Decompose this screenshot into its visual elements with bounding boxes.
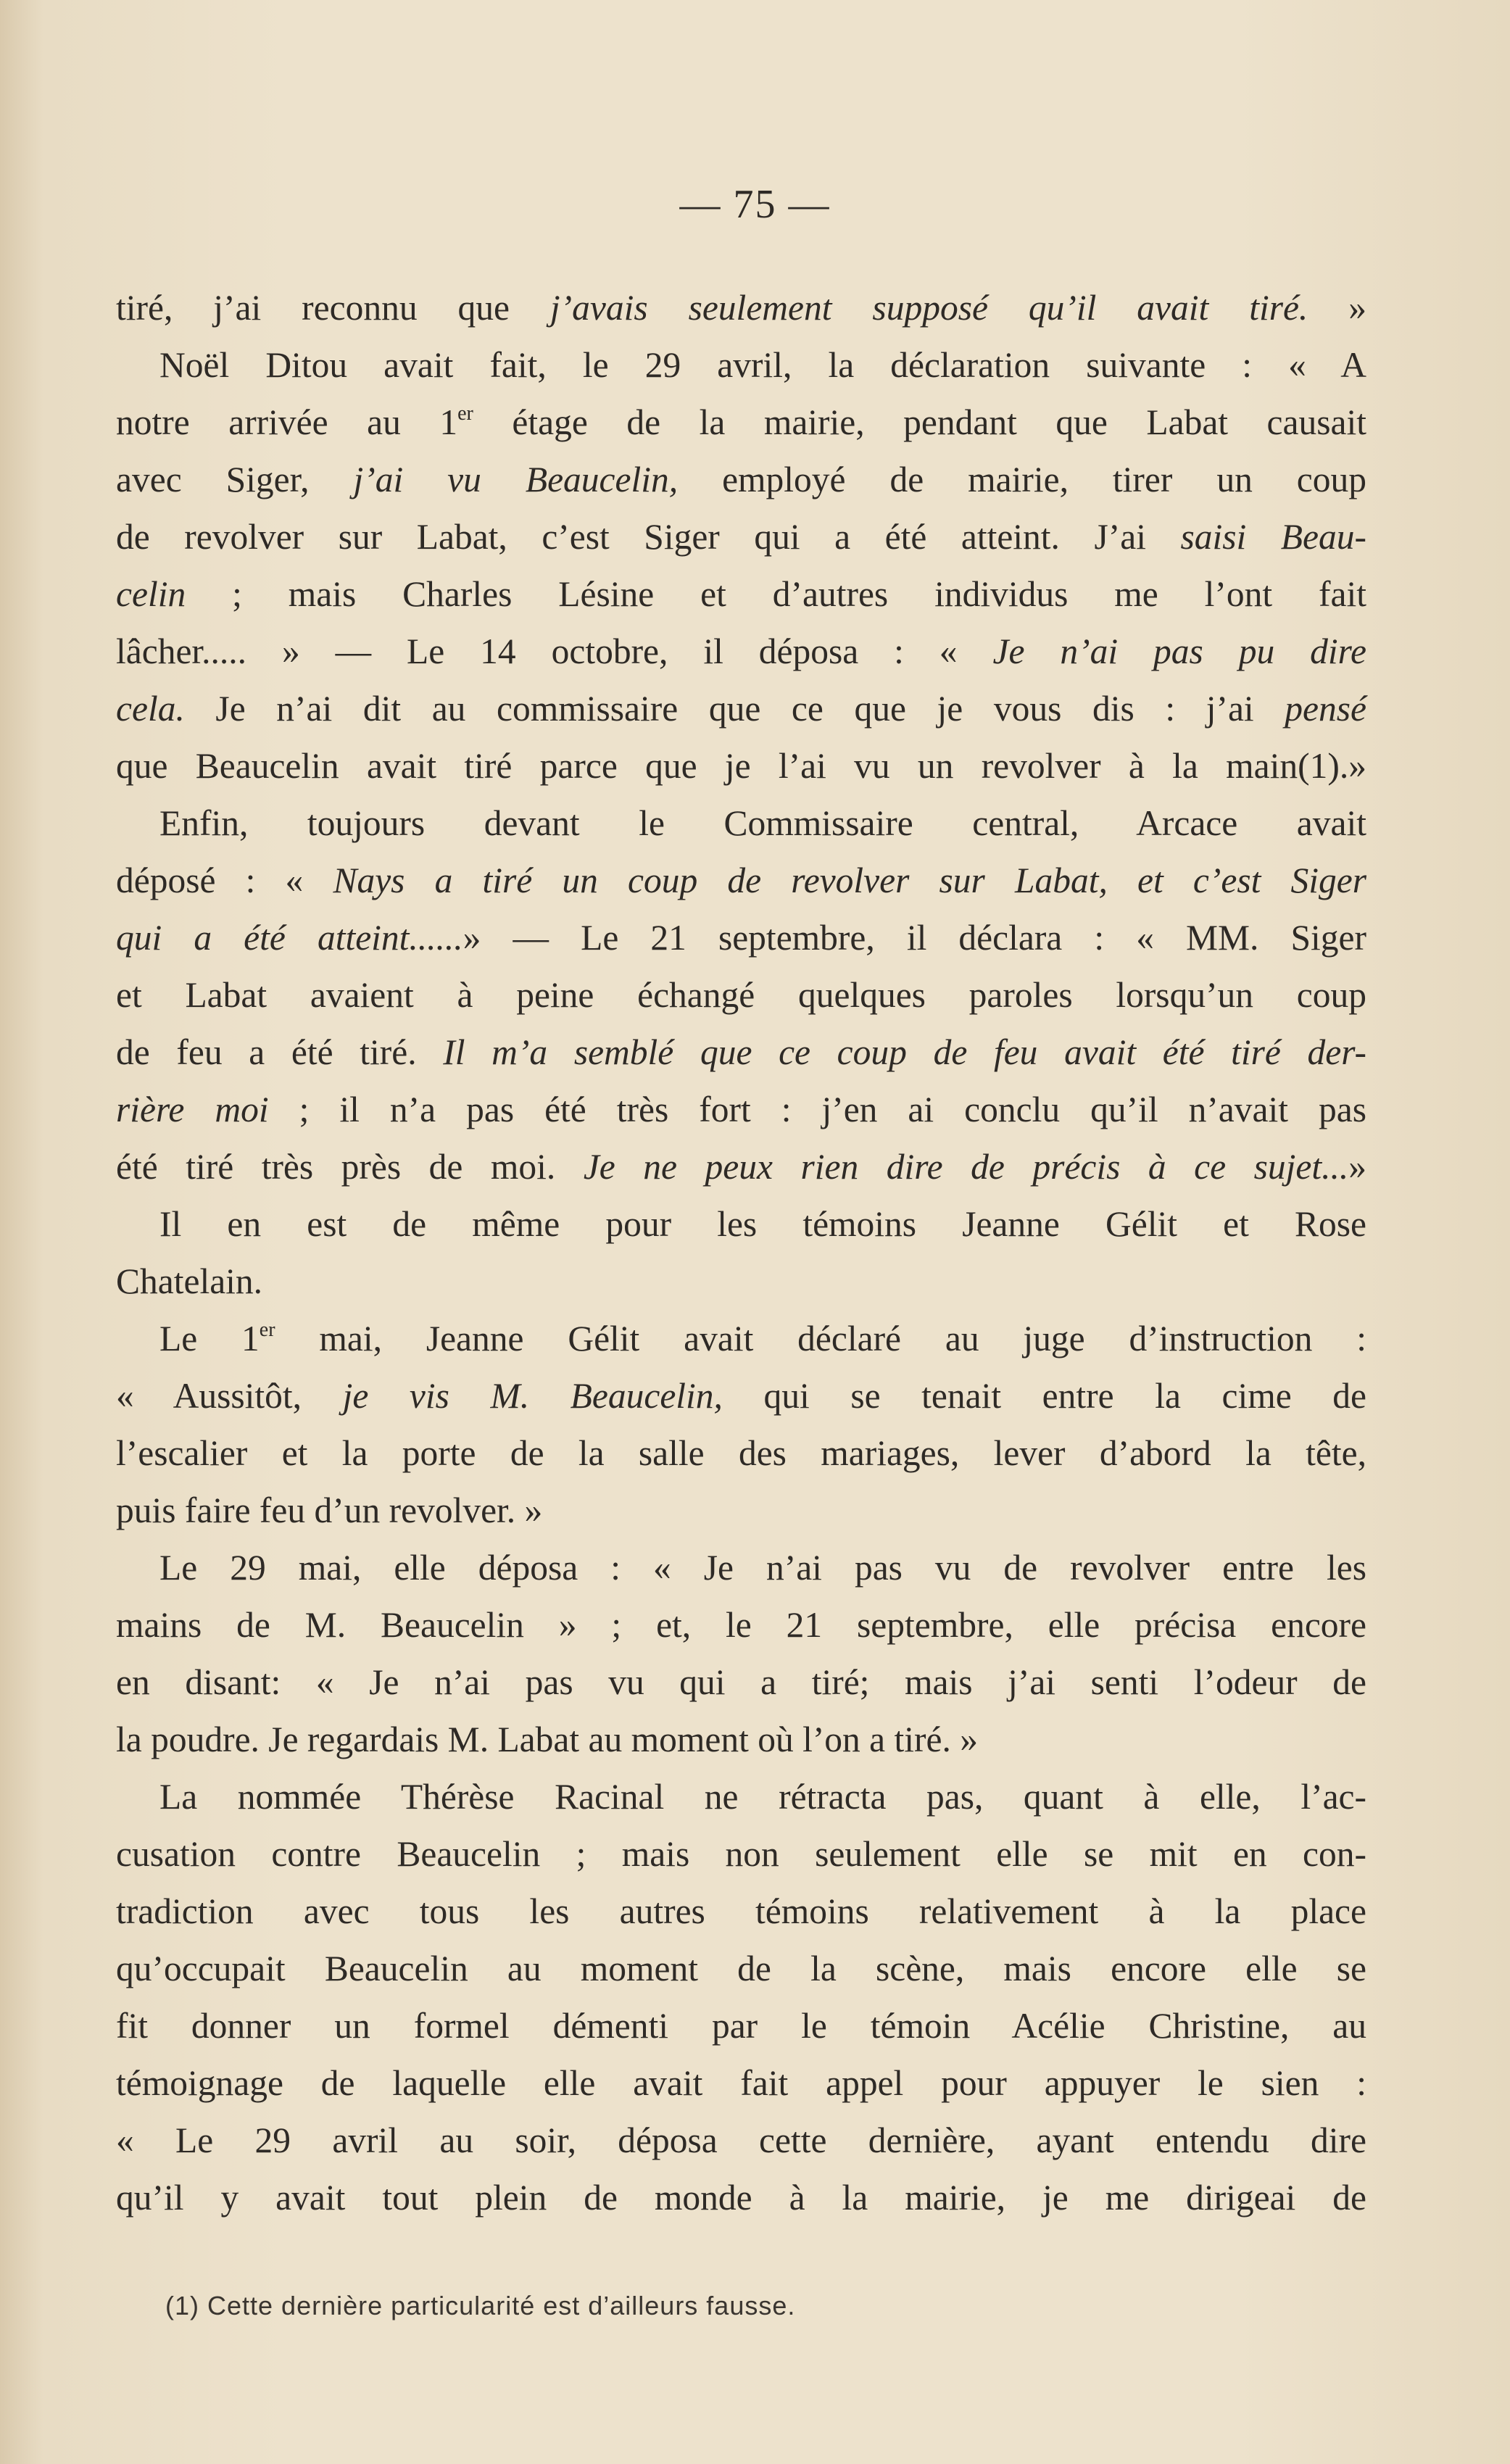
text-line [116,1482,1366,1539]
text-run: » — Le 21 septembre, il déclara : « MM. Siger [462,918,1366,958]
text-line [116,394,1366,451]
text-run: et Labat avaient à peine échangé quelques paroles lorsqu’un coup [116,975,1366,1015]
superscript: er [259,1319,275,1341]
text-line [116,279,1366,336]
text-run: employé de mairie, tirer un coup [678,460,1367,499]
italic-text: cela. [116,689,185,729]
text-run: en disant: « Je n’ai pas vu qui a tiré; mais j’ai senti l’odeur de [116,1662,1366,1702]
text-run: » [1308,288,1366,328]
page-number: — 75 — [679,182,831,227]
text-run: tiré, j’ai reconnu que [116,288,550,328]
italic-text: pensé [1285,689,1366,729]
body-text [116,279,1366,2226]
text-run: Le 1 [159,1319,260,1358]
italic-text: Je n’ai pas pu dire [992,631,1367,671]
text-line [116,451,1366,508]
italic-text: Il m’a semblé que ce coup de feu avait été tiré der- [443,1032,1366,1072]
text-line [116,1711,1366,1768]
text-run: Il en est de même pour les témoins Jeanne Gélit et Rose [159,1204,1366,1244]
text-run: « Aussitôt, [116,1376,343,1416]
text-line [116,966,1366,1024]
text-run: avec Siger, [116,460,354,499]
text-line [116,737,1366,795]
text-run: l’escalier et la porte de la salle des mariages, lever d’abord la tête, [116,1433,1366,1473]
italic-text: qui a été atteint...... [116,918,463,958]
text-line [116,1596,1366,1654]
text-line [116,565,1366,623]
text-run: Je n’ai dit au commissaire que ce que je vous dis : j’ai [184,689,1285,729]
text-line [116,623,1366,680]
text-run: notre arrivée au 1 [116,402,458,442]
text-line [116,1081,1366,1138]
text-line [116,1195,1366,1253]
text-line [116,1367,1366,1424]
text-line [116,1825,1366,1883]
text-run: Noël Ditou avait fait, le 29 avril, la déclaration suivante : « A [159,345,1366,385]
italic-text: Nays a tiré un coup de revolver sur Labat, et c’est Siger [333,860,1366,900]
text-run: qui se tenait entre la cime de [722,1376,1366,1416]
text-line [116,1539,1366,1596]
text-line [116,1253,1366,1310]
footnote: (1) Cette dernière particularité est d’ailleurs fausse. [165,2291,796,2320]
text-run: ; mais Charles Lésine et d’autres individus me l’ont fait [186,574,1366,614]
text-line [116,2054,1366,2112]
text-run: Enfin, toujours devant le Commissaire central, Arcace avait [159,803,1366,843]
text-run: mai, Jeanne Gélit avait déclaré au juge d’instruction : [275,1319,1366,1358]
text-run: fit donner un formel démenti par le témoin Acélie Christine, au [116,2006,1366,2046]
text-run: de feu a été tiré. [116,1032,444,1072]
text-run: témoignage de laquelle elle avait fait appel pour appuyer le sien : [116,2063,1366,2103]
text-line [116,1138,1366,1195]
text-run: ; il n’a pas été très fort : j’en ai conclu qu’il n’avait pas [268,1090,1366,1129]
text-line [116,909,1366,966]
italic-text: rière moi [116,1090,269,1129]
text-line [116,1997,1366,2054]
text-line [116,795,1366,852]
text-run: de revolver sur Labat, c’est Siger qui a été atteint. J’ai [116,517,1181,557]
italic-text: je vis M. Beaucelin, [342,1376,723,1416]
text-run: qu’occupait Beaucelin au moment de la scène, mais encore elle se [116,1949,1366,1988]
text-line [116,1883,1366,1940]
text-run: « Le 29 avril au soir, déposa cette dernière, ayant entendu dire [116,2120,1366,2160]
italic-text: saisi Beau- [1180,517,1366,557]
text-run: cusation contre Beaucelin ; mais non seulement elle se mit en con- [116,1834,1366,1874]
text-run: Chatelain. [116,1261,263,1301]
text-line [116,1310,1366,1367]
text-run: » [1348,1147,1366,1187]
text-line [116,336,1366,394]
text-run: été tiré très près de moi. [116,1147,584,1187]
text-run: qu’il y avait tout plein de monde à la mairie, je me dirigeai de [116,2178,1366,2218]
text-line [116,2169,1366,2226]
superscript: er [457,402,473,425]
text-line [116,852,1366,909]
text-line [116,1024,1366,1081]
text-run: déposé : « [116,860,333,900]
text-line [116,1940,1366,1997]
text-line [116,1654,1366,1711]
text-run: tradiction avec tous les autres témoins relativement à la place [116,1891,1366,1931]
italic-text: j’avais seulement supposé qu’il avait tiré. [549,288,1308,328]
italic-text: j’ai vu Beaucelin, [353,460,679,499]
text-run: La nommée Thérèse Racinal ne rétracta pas, quant à elle, l’ac- [159,1777,1366,1817]
text-run: puis faire feu d’un revolver. » [116,1490,543,1530]
text-run: étage de la mairie, pendant que Labat causait [473,402,1366,442]
italic-text: celin [116,574,186,614]
text-line [116,680,1366,737]
text-line [116,2112,1366,2169]
text-run: Le 29 mai, elle déposa : « Je n’ai pas vu de revolver entre les [159,1548,1366,1588]
text-line [116,1768,1366,1825]
text-run: mains de M. Beaucelin » ; et, le 21 septembre, elle précisa encore [116,1605,1366,1645]
text-run: lâcher..... » — Le 14 octobre, il déposa : « [116,631,993,671]
italic-text: Je ne peux rien dire de précis à ce sujet... [583,1147,1349,1187]
text-run: la poudre. Je regardais M. Labat au moment où l’on a tiré. » [116,1720,978,1759]
text-line [116,508,1366,565]
text-line [116,1424,1366,1482]
text-run: que Beaucelin avait tiré parce que je l’ai vu un revolver à la main(1).» [116,746,1366,786]
